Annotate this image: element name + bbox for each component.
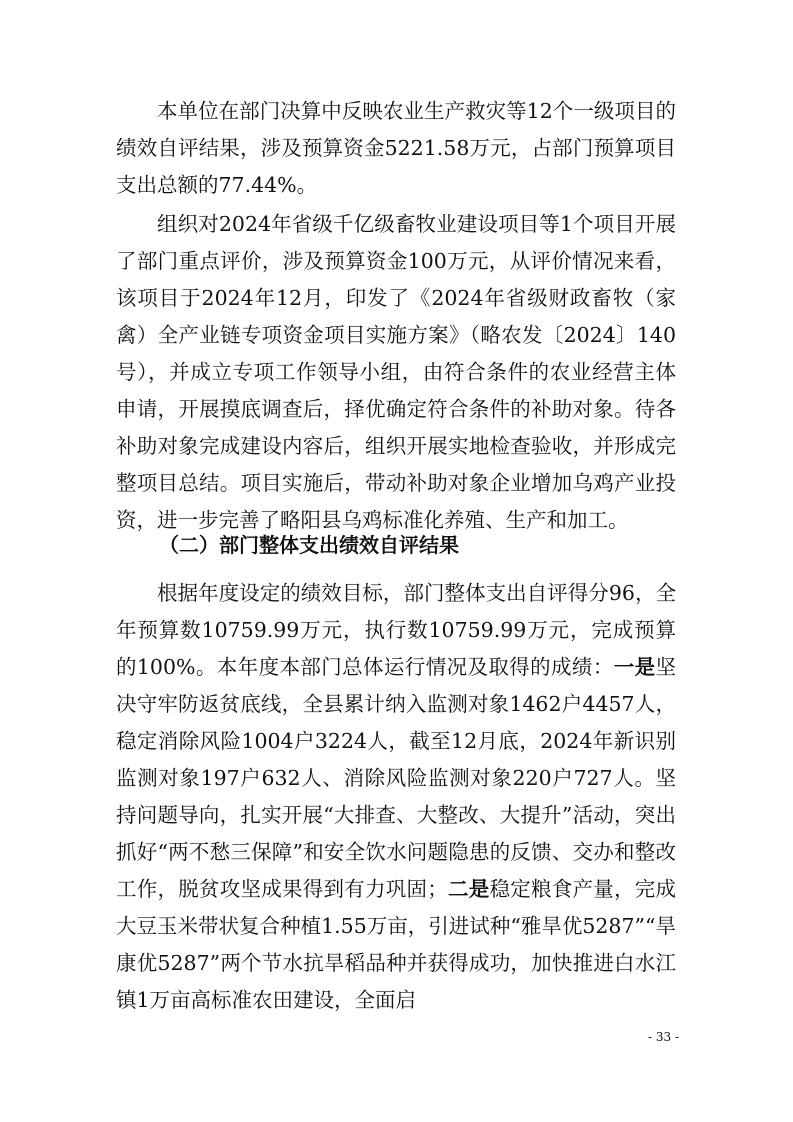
paragraph-project-self-evaluation: 本单位在部门决算中反映农业生产救灾等12个一级项目的绩效自评结果，涉及预算资金5221.58万元，占部门预算项目支出总额的77.44%。 (116, 99, 676, 197)
text-segment: 根据年度设定的绩效目标，部门整体支出自评得分96，全年预算数10759.99万元，执行数10759.99万元，完成预算的100%。本年度本部门总体运行情况及取得的成绩： (116, 581, 676, 679)
bold-marker-second: 二是 (447, 877, 490, 901)
text-segment: 稳定粮食产量，完成大豆玉米带状复合种植1.55万亩，引进试种“雅旱优5287”“旱康优5287”两个节水抗旱稻品种并获得成功，加快推进白水江镇1万亩高标准农田建设，全面启 (116, 877, 676, 1012)
bold-marker-first: 一是 (613, 655, 656, 679)
page-number: - 33 - (648, 1030, 680, 1044)
paragraph-overall-expenditure (116, 575, 676, 1019)
paragraph-key-evaluation: 组织对2024年省级千亿级畜牧业建设项目等1个项目开展了部门重点评价，涉及预算资金100万元，从评价情况来看，该项目于2024年12月，印发了《2024年省级财政畜牧（家禽）全产业链专项资金项目实施方案》（略农发〔2024〕140号），并成立专项工作领导小组，由符合条件的农业经营主体申请，开展摸底调查后，择优确定符合条件的补助对象。待各补助对象完成建设内容后，组织开展实地检查验收，并形成完整项目总结。项目实施后，带动补助对象企业增加乌鸡产业投资，进一步完善了略阳县乌鸡标准化养殖、生产和加工。 (116, 212, 676, 532)
text-segment: 坚决守牢防返贫底线，全县累计纳入监测对象1462户4457人，稳定消除风险1004户3224人，截至12月底，2024年新识别监测对象197户632人、消除风险监测对象220户727人。坚持问题导向，扎实开展“大排查、大整改、大提升”活动，突出抓好“两不愁三保障”和安全饮水问题隐患的反馈、交办和整改工作，脱贫攻坚成果得到有力巩固； (116, 655, 677, 901)
section-heading: （二）部门整体支出绩效自评结果 (159, 533, 459, 557)
